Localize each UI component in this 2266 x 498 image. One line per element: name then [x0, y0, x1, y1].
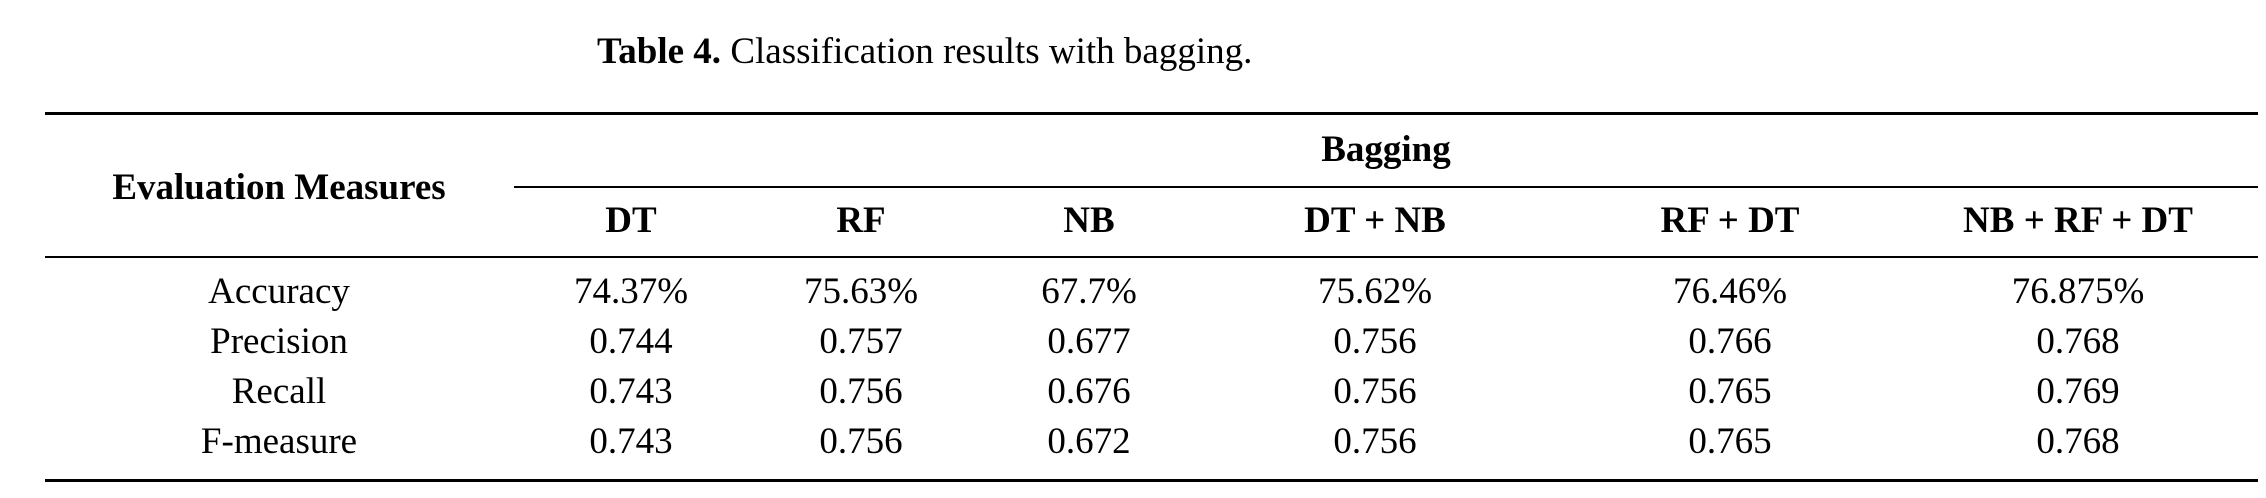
table-bottom-rule — [45, 479, 2258, 482]
column-header-dt: DT — [605, 200, 657, 241]
table-cell: 0.756 — [1333, 421, 1417, 462]
measure-precision: Precision — [210, 321, 348, 362]
group-header-bagging: Bagging — [1321, 129, 1451, 170]
table-cell: 0.677 — [1047, 321, 1131, 362]
table-cell: 0.672 — [1047, 421, 1131, 462]
table-cell: 0.756 — [819, 421, 903, 462]
table-caption — [597, 26, 1252, 78]
table-cell: 0.676 — [1047, 371, 1131, 412]
table-cell: 74.37% — [573, 271, 689, 312]
measure-f-measure: F-measure — [200, 421, 358, 462]
measure-accuracy: Accuracy — [208, 271, 350, 312]
table-cell: 0.756 — [1333, 321, 1417, 362]
table-cell: 76.875% — [2011, 271, 2145, 312]
table-cell: 0.765 — [1688, 371, 1772, 412]
table-top-rule — [45, 112, 2258, 115]
table-cell: 76.46% — [1672, 271, 1788, 312]
table-cell: 0.744 — [589, 321, 673, 362]
table-cell: 0.756 — [1333, 371, 1417, 412]
table-cell: 0.765 — [1688, 421, 1772, 462]
table-cell: 75.63% — [803, 271, 919, 312]
column-header-nb: NB — [1063, 200, 1115, 241]
table-cell: 75.62% — [1317, 271, 1433, 312]
row-header-title: Evaluation Measures — [112, 167, 446, 208]
table-cell: 0.768 — [2036, 421, 2120, 462]
table-cell: 0.769 — [2036, 371, 2120, 412]
caption-text: Classification results with bagging. — [730, 31, 1253, 72]
table-cell: 0.756 — [819, 371, 903, 412]
column-header-nb-rf-dt: NB + RF + DT — [1963, 200, 2193, 241]
header-bottom-rule — [45, 256, 2258, 258]
column-header-rf-dt: RF + DT — [1660, 200, 1800, 241]
column-header-dt-nb: DT + NB — [1304, 200, 1446, 241]
table-cell: 0.768 — [2036, 321, 2120, 362]
table-cell: 67.7% — [1041, 271, 1137, 312]
table-cell: 0.757 — [819, 321, 903, 362]
table-cell: 0.766 — [1688, 321, 1772, 362]
table-cell: 0.743 — [589, 371, 673, 412]
caption-label: Table 4. — [597, 31, 722, 72]
table-cell: 0.743 — [589, 421, 673, 462]
measure-recall: Recall — [231, 371, 327, 412]
bagging-group-rule — [514, 186, 2258, 188]
column-header-rf: RF — [836, 200, 886, 241]
